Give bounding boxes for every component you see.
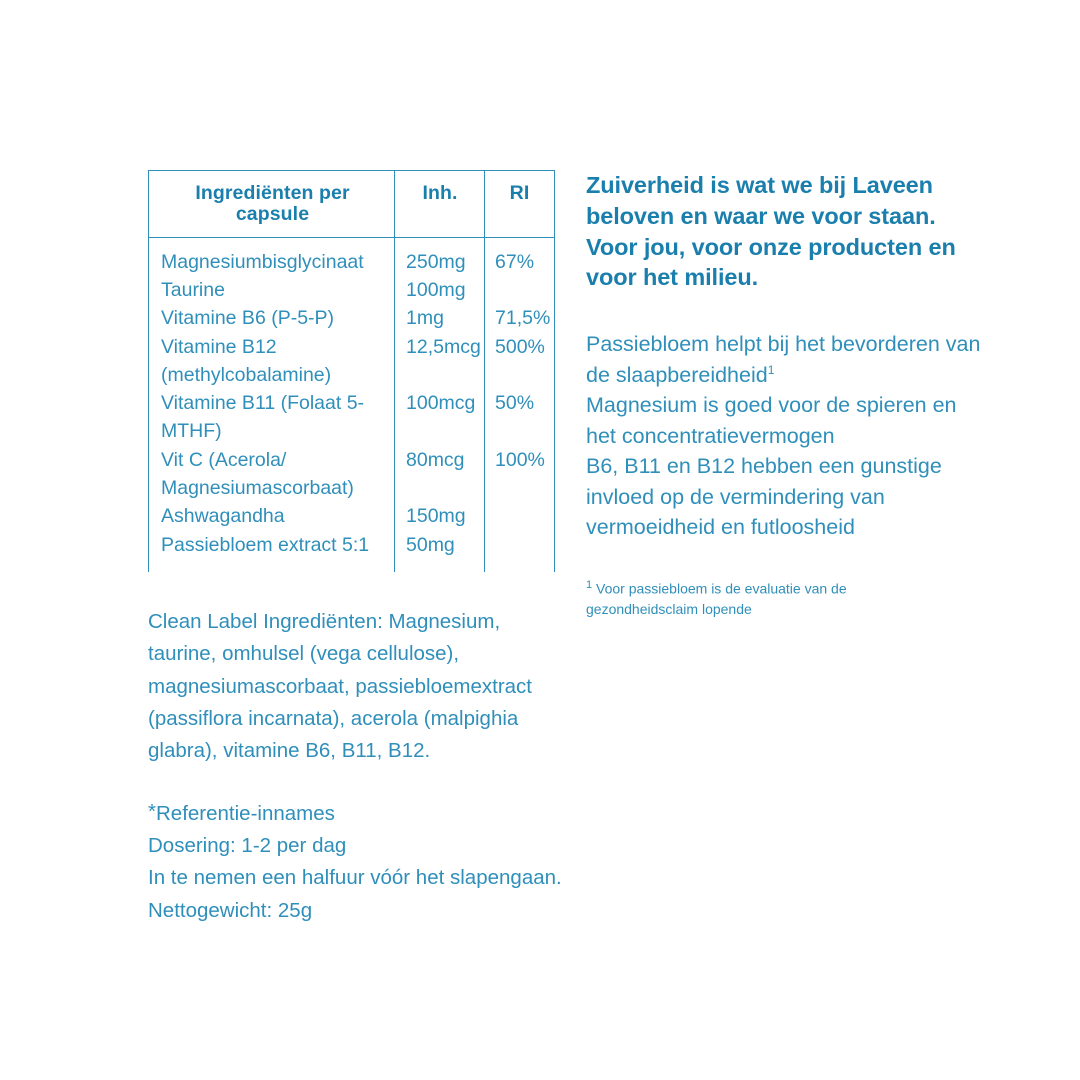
column-header-amount: Inh. [395,171,485,238]
cell-amount: 100mg [395,276,485,304]
left-column [148,170,562,927]
table-row [149,389,555,446]
cell-ri: 67% [485,237,555,276]
asterisk-icon: * [148,799,156,823]
cell-ingredient: Vit C (Acerola/ Magnesiumascorbaat) [149,446,395,503]
cell-amount: 100mcg [395,389,485,446]
ingredients-table [148,170,555,572]
table-row [149,304,555,332]
footnote-marker: 1 [586,578,593,591]
cell-amount: 50mg [395,531,485,572]
cell-ingredient: Vitamine B6 (P-5-P) [149,304,395,332]
dose-label: Dosering: 1-2 per dag [148,834,347,858]
cell-ri: 71,5% [485,304,555,332]
cell-ingredient: Magnesiumbisglycinaat [149,237,395,276]
right-column [586,170,986,620]
cell-amount: 150mg [395,502,485,530]
cell-ingredient: Ashwagandha [149,502,395,530]
net-weight-label: Nettogewicht: 25g [148,898,313,922]
table-row [149,333,555,390]
reference-intake-label: Referentie-innames [155,801,335,825]
cell-ri [485,531,555,572]
claim-text: Passiebloem helpt bij het bevorderen van de slaapbereidheid [586,332,981,387]
cell-ri: 500% [485,333,555,390]
table-row [149,446,555,503]
table-row [149,502,555,530]
column-header-ingredient: Ingrediënten per capsule [149,171,395,238]
dosing-info [148,796,562,928]
cell-ri: 50% [485,389,555,446]
table-row [149,237,555,276]
claim-item: B6, B11 en B12 hebben een gunstige invloed op de vermindering van vermoeidheid en futloosheid [586,454,942,540]
table-body [149,237,555,571]
claim-item: Magnesium is goed voor de spieren en het concentratievermogen [586,393,957,448]
usage-label: In te nemen een halfuur vóór het slapengaan. [148,866,562,890]
cell-amount: 250mg [395,237,485,276]
cell-ri [485,276,555,304]
table-row [149,276,555,304]
table-row [149,531,555,572]
footnote [586,577,886,621]
cell-ingredient: Passiebloem extract 5:1 [149,531,395,572]
clean-label-ingredients: Clean Label Ingrediënten: Magnesium, taurine, omhulsel (vega cellulose), magnesiumascorbaat, passiebloemextract (passiflora incarnata), acerola (malpighia glabra), vitamine B6, B11, B12. [148,609,532,763]
cell-amount: 80mcg [395,446,485,503]
cell-ingredient: Vitamine B11 (Folaat 5-MTHF) [149,389,395,446]
column-header-ri: RI [485,171,555,238]
cell-amount: 1mg [395,304,485,332]
purity-statement: Zuiverheid is wat we bij Laveen beloven en waar we voor staan. Voor jou, voor onze producten en voor het milieu. [586,172,956,291]
table-header [149,171,555,238]
footnote-text: Voor passiebloem is de evaluatie van de gezondheidsclaim lopende [586,580,847,618]
table-header-row [149,171,555,238]
cell-ri: 100% [485,446,555,503]
cell-amount: 12,5mcg [395,333,485,390]
reference-intake-note [148,796,554,830]
claim-footnote-marker: 1 [767,362,775,377]
cell-ri [485,502,555,530]
cell-ingredient: Vitamine B12 (methylcobalamine) [149,333,395,390]
cell-ingredient: Taurine [149,276,395,304]
health-claims [586,329,986,543]
claim-item [586,329,986,390]
